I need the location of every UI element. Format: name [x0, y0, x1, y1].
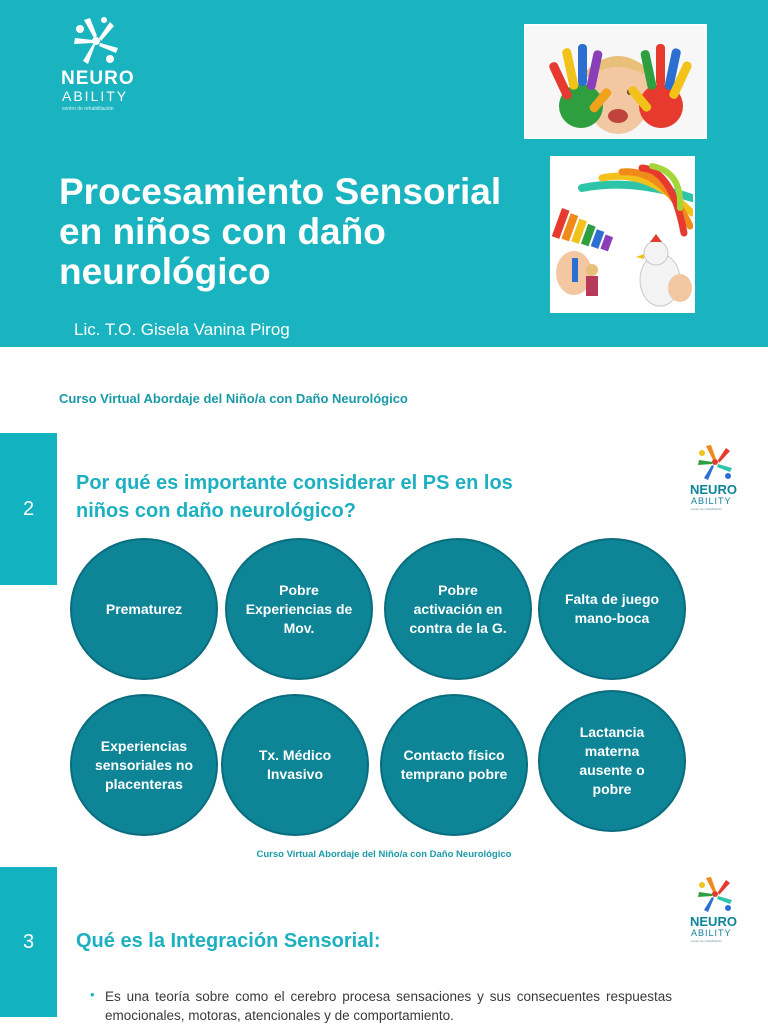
course-footer: Curso Virtual Abordaje del Niño/a con Daño Neurológico: [256, 849, 512, 860]
logo-text-neuro: NEURO: [61, 68, 135, 89]
sensory-toys-photo: [550, 156, 695, 313]
factor-bubble: Pobre activación en contra de la G.: [384, 538, 532, 680]
factor-bubble: Pobre Experiencias de Mov.: [225, 538, 373, 680]
child-painted-hands-photo: [524, 24, 707, 139]
corner-logo-neuro: NEURO: [690, 482, 737, 497]
corner-logo-neuro: NEURO: [690, 914, 737, 929]
neuroability-logo-icon: [66, 14, 126, 70]
content-slide-2: [0, 364, 768, 864]
title-slide: [0, 0, 768, 347]
slide-number-tab: 2: [0, 433, 57, 585]
factor-bubble: Tx. Médico Invasivo: [221, 694, 369, 836]
corner-logo-ability: ABILITY: [691, 928, 732, 938]
logo-text-ability: ABILITY: [62, 88, 129, 104]
presentation-title: Procesamiento Sensorial en niños con daño neurológico: [59, 171, 502, 292]
course-header: Curso Virtual Abordaje del Niño/a con Daño Neurológico: [59, 391, 408, 406]
corner-logo-tagline: centro de rehabilitación: [691, 507, 723, 511]
bullet-icon: •: [90, 987, 95, 1002]
factor-bubble: Falta de juego mano-boca: [538, 538, 686, 680]
slide-question: Por qué es importante considerar el PS en los niños con daño neurológico?: [76, 472, 513, 522]
content-slide-3: [0, 866, 768, 1024]
slide-number-tab: 3: [0, 867, 57, 1017]
slide-title: Qué es la Integración Sensorial:: [76, 930, 381, 952]
factor-bubble: Experiencias sensoriales no placenteras: [70, 694, 218, 836]
bullet-text: Es una teoría sobre como el cerebro procesa sensaciones y sus consecuentes respuestas emocionales, motoras, atencionales y de comportamiento.: [105, 989, 672, 1023]
factor-bubble: Lactancia materna ausente o pobre: [538, 690, 686, 832]
corner-logo-ability: ABILITY: [691, 496, 732, 506]
factor-bubble: Prematurez: [70, 538, 218, 680]
neuroability-corner-logo: [688, 442, 748, 512]
logo-tagline: centro de rehabilitación: [62, 106, 114, 112]
corner-logo-tagline: centro de rehabilitación: [691, 939, 723, 943]
presentation-author: Lic. T.O. Gisela Vanina Pirog: [74, 320, 290, 339]
neuroability-corner-logo: [688, 874, 748, 944]
factor-bubble: Contacto físico temprano pobre: [380, 694, 528, 836]
